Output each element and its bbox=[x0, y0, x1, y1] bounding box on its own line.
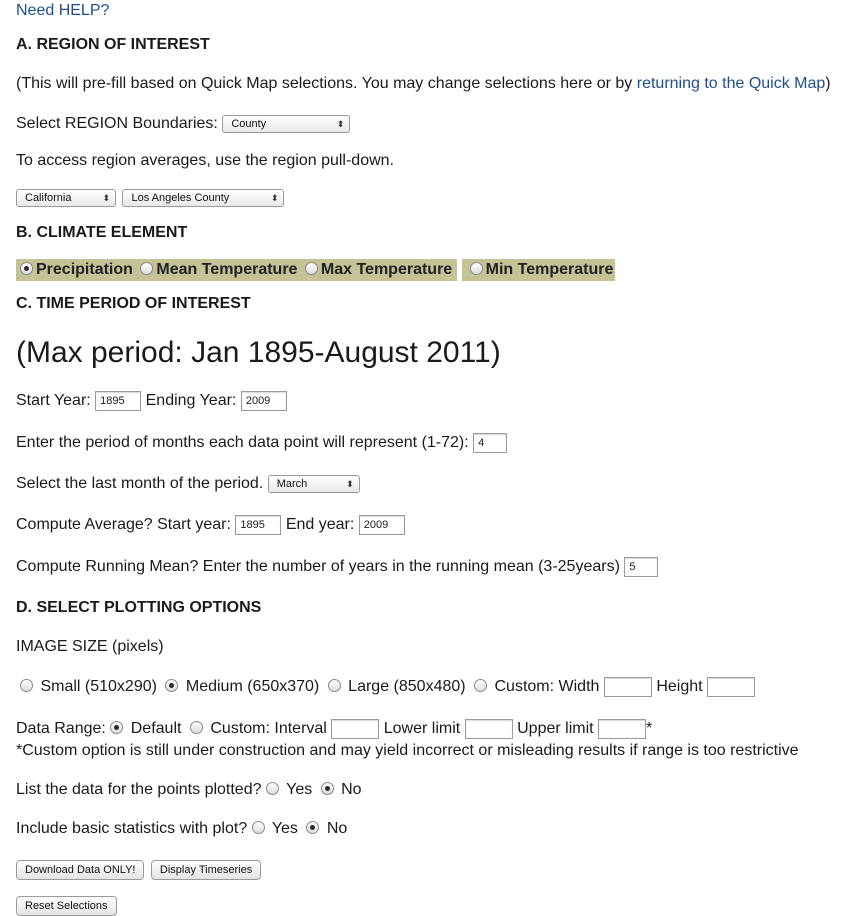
average-start-input[interactable]: 1895 bbox=[235, 515, 281, 535]
option-max-temperature[interactable]: Max Temperature bbox=[305, 261, 452, 278]
download-data-button[interactable]: Download Data ONLY! bbox=[16, 860, 144, 880]
state-value: California bbox=[25, 191, 72, 204]
range-lower-input[interactable] bbox=[465, 719, 513, 739]
option-mean-temperature[interactable]: Mean Temperature bbox=[140, 261, 297, 278]
custom-width-input[interactable] bbox=[604, 677, 652, 697]
average-row bbox=[16, 515, 405, 535]
section-b-heading: B. CLIMATE ELEMENT bbox=[16, 224, 188, 241]
radio-selected-icon[interactable] bbox=[321, 782, 334, 795]
section-a-heading: A. REGION OF INTEREST bbox=[16, 36, 210, 53]
option-precipitation[interactable]: Precipitation bbox=[20, 261, 133, 278]
image-size-row bbox=[20, 677, 755, 697]
range-lower-label: Lower limit bbox=[383, 720, 461, 738]
radio-selected-icon[interactable] bbox=[110, 721, 123, 734]
running-mean-row bbox=[16, 557, 658, 577]
running-mean-label: Compute Running Mean? Enter the number of years in the running mean (3-25years) bbox=[16, 558, 620, 576]
start-year-input[interactable]: 1895 bbox=[95, 391, 141, 411]
stats-row bbox=[16, 819, 347, 839]
region-boundaries-select[interactable] bbox=[222, 115, 350, 133]
range-default-option[interactable]: Default bbox=[110, 720, 181, 737]
start-year-label: Start Year: bbox=[16, 392, 91, 410]
prefill-note bbox=[16, 74, 831, 94]
last-month-label: Select the last month of the period. bbox=[16, 475, 264, 492]
region-boundaries-row bbox=[16, 114, 350, 134]
months-input[interactable]: 4 bbox=[473, 433, 507, 453]
months-row bbox=[16, 433, 507, 453]
radio-icon[interactable] bbox=[266, 782, 279, 795]
need-help-link[interactable]: Need HELP? bbox=[16, 2, 110, 19]
ending-year-input[interactable]: 2009 bbox=[241, 391, 287, 411]
stats-yes[interactable]: Yes bbox=[252, 820, 298, 837]
option-min-temperature[interactable]: Min Temperature bbox=[470, 261, 614, 278]
last-month-select[interactable] bbox=[268, 475, 360, 493]
radio-icon[interactable] bbox=[474, 679, 487, 692]
range-interval-input[interactable] bbox=[331, 719, 379, 739]
select-arrows-icon: ⬍ bbox=[102, 192, 110, 203]
help-link-row bbox=[16, 1, 109, 21]
radio-icon[interactable] bbox=[140, 262, 153, 275]
range-note: *Custom option is still under construction and may yield incorrect or misleading results if range is too restrictive bbox=[16, 742, 799, 759]
ending-year-label: Ending Year: bbox=[145, 392, 237, 410]
range-upper-label: Upper limit bbox=[517, 720, 594, 738]
range-custom-option[interactable]: Custom: Interval bbox=[190, 720, 327, 737]
list-data-label: List the data for the points plotted? bbox=[16, 781, 262, 798]
last-month-row bbox=[16, 474, 360, 494]
year-range-row bbox=[16, 391, 287, 411]
data-range-row bbox=[16, 719, 652, 739]
select-arrows-icon: ⬍ bbox=[346, 478, 354, 489]
average-end-label: End year: bbox=[285, 516, 355, 534]
last-month-value: March bbox=[276, 477, 308, 490]
stats-no[interactable]: No bbox=[306, 820, 347, 837]
radio-selected-icon[interactable] bbox=[20, 262, 33, 275]
radio-icon[interactable] bbox=[328, 679, 341, 692]
custom-height-input[interactable] bbox=[707, 677, 755, 697]
size-small-option[interactable]: Small (510x290) bbox=[20, 678, 157, 695]
region-selects-row bbox=[16, 188, 284, 208]
action-buttons-row bbox=[16, 859, 261, 880]
region-averages-note: To access region averages, use the region pull-down. bbox=[16, 152, 394, 169]
county-value: Los Angeles County bbox=[131, 191, 230, 204]
region-boundaries-value: County bbox=[231, 117, 267, 130]
average-start-label: Compute Average? Start year: bbox=[16, 516, 231, 534]
radio-icon[interactable] bbox=[470, 262, 483, 275]
section-c-heading: C. TIME PERIOD OF INTEREST bbox=[16, 295, 251, 312]
data-range-label: Data Range: bbox=[16, 720, 106, 738]
select-arrows-icon: ⬍ bbox=[336, 118, 345, 129]
radio-selected-icon[interactable] bbox=[165, 679, 178, 692]
list-data-no[interactable]: No bbox=[321, 781, 362, 798]
region-boundaries-label: Select REGION Boundaries: bbox=[16, 115, 218, 132]
prefill-text-end: ) bbox=[825, 75, 831, 92]
climate-element-options bbox=[20, 260, 613, 280]
radio-selected-icon[interactable] bbox=[306, 821, 319, 834]
reset-selections-button[interactable]: Reset Selections bbox=[16, 896, 117, 916]
list-data-row bbox=[16, 780, 362, 800]
select-arrows-icon: ⬍ bbox=[270, 192, 279, 203]
range-upper-input[interactable] bbox=[598, 719, 646, 739]
size-large-option[interactable]: Large (850x480) bbox=[328, 678, 466, 695]
display-timeseries-button[interactable]: Display Timeseries bbox=[151, 860, 261, 880]
radio-icon[interactable] bbox=[190, 721, 203, 734]
size-medium-option[interactable]: Medium (650x370) bbox=[165, 678, 319, 695]
average-end-input[interactable]: 2009 bbox=[359, 515, 405, 535]
stats-label: Include basic statistics with plot? bbox=[16, 820, 248, 837]
state-select[interactable] bbox=[16, 189, 116, 207]
radio-icon[interactable] bbox=[305, 262, 318, 275]
county-select[interactable] bbox=[122, 189, 284, 207]
range-asterisk: * bbox=[646, 720, 653, 738]
section-d-heading: D. SELECT PLOTTING OPTIONS bbox=[16, 599, 262, 616]
months-label: Enter the period of months each data point will represent (1-72): bbox=[16, 434, 469, 452]
image-size-label: IMAGE SIZE (pixels) bbox=[16, 638, 164, 655]
size-custom-option[interactable]: Custom: Width bbox=[474, 678, 599, 695]
quick-map-link[interactable]: returning to the Quick Map bbox=[636, 75, 826, 92]
prefill-text: (This will pre-fill based on Quick Map selections. You may change selections here or by bbox=[16, 75, 637, 92]
list-data-yes[interactable]: Yes bbox=[266, 781, 312, 798]
running-mean-input[interactable]: 5 bbox=[624, 557, 658, 577]
custom-height-label: Height bbox=[656, 678, 703, 696]
radio-icon[interactable] bbox=[20, 679, 33, 692]
max-period-text: (Max period: Jan 1895-August 2011) bbox=[16, 336, 501, 369]
radio-icon[interactable] bbox=[252, 821, 265, 834]
